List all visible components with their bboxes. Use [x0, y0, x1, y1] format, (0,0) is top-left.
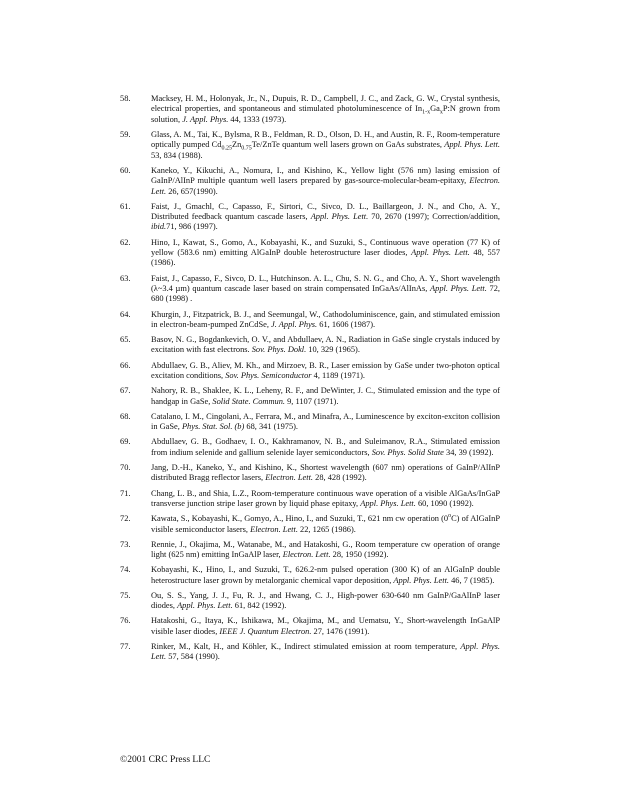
- reference-text: Rinker, M., Kalt, H., and Köhler, K., Indirect stimulated emission at room temperature, Appl. Phys. Lett. 57, 584 (1990).: [151, 642, 500, 662]
- reference-text: Chang, L. B., and Shia, L.Z., Room-temperature continuous wave operation of a visible AlGaAs/InGaP transverse junction stripe laser grown by liquid phase epitaxy, Appl. Phys. Lett. 60, 1090 (1992).: [151, 488, 500, 508]
- reference-item: [120, 463, 500, 484]
- copyright-footer: ©2001 CRC Press LLC: [120, 755, 211, 765]
- reference-item: [120, 335, 500, 356]
- reference-text: Kobayashi, K., Hino, I., and Suzuki, T., 626.2-nm pulsed operation (300 K) of an AlGaInP double heterostructure laser grown by metalorganic chemical vapor deposition, Appl. Phys. Lett. 46, 7 (1985).: [151, 565, 500, 585]
- reference-text: Ou, S. S., Yang, J. J., Fu, R. J., and Hwang, C. J., High-power 630-640 nm GaInP/GaAlInP laser diodes, Appl. Phys. Lett. 61, 842 (1992).: [151, 590, 500, 611]
- reference-item: [120, 130, 500, 161]
- reference-item: [120, 202, 500, 233]
- reference-number: 68.: [120, 411, 131, 421]
- reference-number: 76.: [120, 616, 131, 626]
- reference-number: 66.: [120, 360, 131, 370]
- reference-text: Macksey, H. M., Holonyak, Jr., N., Dupuis, R. D., Campbell, J. C., and Zack, G. W., Crystal synthesis, electrical properties, and spontaneous and stimulated photoluminescence of $In_{1-x}Ga_xP:N$ grown from solution, J. Appl. Phys. 44, 1333 (1973).: [151, 94, 500, 124]
- reference-text: Khurgin, J., Fitzpatrick, B. J., and Seemungal, W., Cathodoluminiscence, gain, and stimulated emission in electron-beam-pumped ZnCdSe, J. Appl. Phys. 61, 1606 (1987).: [151, 309, 500, 329]
- reference-text: Glass, A. M., Tai, K., Bylsma, R B., Feldman, R. D., Olson, D. H., and Austin, R. F., Room-temperature optically pumped $Cd_{0.25}Zn_{0.75}Te$/ZnTe quantum well lasers grown on GaAs substrates, Appl. Phys. Lett. 53, 834 (1988).: [151, 129, 500, 160]
- reference-list: [120, 94, 500, 668]
- reference-number: 65.: [120, 335, 131, 345]
- reference-item: [120, 361, 500, 382]
- reference-item: [120, 616, 500, 637]
- reference-item: [120, 94, 500, 125]
- reference-number: 72.: [120, 514, 131, 524]
- reference-item: [120, 540, 500, 561]
- reference-text: Faist, J., Capasso, F., Sivco, D. L., Hutchinson. A. L., Chu, S. N. G., and Cho, A. Y., Short wavelength (λ~3.4 µm) quantum cascade laser based on strain compensated InGaAs/AlInAs, Appl. Phys. Lett. 72, 680 (1998) .: [151, 273, 500, 304]
- reference-text: Rennie, J., Okajima, M., Watanabe, M., and Hatakoshi, G., Room temperature cw operation of orange light (625 nm) emitting InGaAlP laser, Electron. Lett. 28, 1950 (1992).: [151, 539, 500, 560]
- reference-text: Hino, I., Kawat, S., Gomo, A., Kobayashi, K., and Suzuki, S., Continuous wave operation (77 K) of yellow (583.6 nm) emitting AlGaInP double heterostructure laser diodes, Appl. Phys. Lett. 48, 557 (1986).: [151, 237, 500, 268]
- reference-number: 67.: [120, 386, 131, 396]
- reference-number: 77.: [120, 642, 131, 652]
- reference-item: [120, 412, 500, 433]
- reference-number: 58.: [120, 94, 131, 103]
- reference-number: 71.: [120, 488, 131, 498]
- reference-item: [120, 310, 500, 331]
- reference-number: 75.: [120, 590, 131, 600]
- reference-number: 64.: [120, 309, 131, 319]
- reference-number: 74.: [120, 565, 131, 575]
- reference-item: [120, 642, 500, 663]
- reference-item: [120, 489, 500, 510]
- reference-number: 60.: [120, 165, 131, 175]
- reference-text: Nahory, R. B., Shaklee, K. L., Leheny, R. F., and DeWinter, J. C., Stimulated emission and the type of handgap in GaSe, Solid State. Commun. 9, 1107 (1971).: [151, 386, 500, 406]
- reference-text: Kaneko, Y., Kikuchi, A., Nomura, I., and Kishino, K., Yellow light (576 nm) lasing emission of GaInP/AlInP multiple quantum well lasers prepared by gas-source-molecular-beam-epitaxy, Electron. Lett. 26, 657(1990).: [151, 165, 500, 196]
- reference-text: Catalano, I. M., Cingolani, A., Ferrara, M., and Minafra, A., Luminescence by exciton-exciton collision in GaSe, Phys. Stat. Sol. (b) 68, 341 (1975).: [151, 411, 500, 432]
- reference-item: [120, 238, 500, 269]
- reference-item: [120, 274, 500, 305]
- reference-item: [120, 166, 500, 197]
- reference-item: [120, 514, 500, 535]
- reference-text: Jang, D.-H., Kaneko, Y., and Kishino, K., Shortest wavelength (607 nm) operations of GaInP/AlInP distributed Bragg reflector lasers, Electron. Lett. 28, 428 (1992).: [151, 463, 500, 483]
- reference-text: Hatakoshi, G., Itaya, K., Ishikawa, M., Okajima, M., and Uematsu, Y., Short-wavelength InGaAlP visible laser diodes, IEEE J. Quantum Electron. 27, 1476 (1991).: [151, 616, 500, 636]
- reference-text: Faist, J., Gmachl, C., Capasso, F., Sirtori, C., Sivco, D. L., Baillargeon, J. N., and Cho, A. Y., Distributed feedback quantum cascade lasers, Appl. Phys. Lett. 70, 2670 (1997); Correction/addition, ibid.71, 986 (1997).: [151, 201, 500, 232]
- reference-item: [120, 437, 500, 458]
- reference-item: [120, 591, 500, 612]
- reference-text: Abdullaev, G. B., Godhaev, I. O., Kakhramanov, N. B., and Suleimanov, R.A., Stimulated emission from indium selenide and gallium selenide layer semiconductors, Sov. Phys. Solid State 34, 39 (1992).: [151, 437, 500, 457]
- reference-text: Kawata, S., Kobayashi, K., Gomyo, A., Hino, I., and Suzuki, T., 621 nm cw operation (0$^o$C) of AlGaInP visible semiconductor lasers, Electron. Lett. 22, 1265 (1986).: [151, 513, 500, 534]
- reference-number: 69.: [120, 437, 131, 447]
- reference-number: 62.: [120, 237, 131, 247]
- reference-text: Abdullaev, G. B., Aliev, M. Kh., and Mirzoev, B. R., Laser emission by GaSe under two-photon optical excitation conditions, Sov. Phys. Semiconductor 4, 1189 (1971).: [151, 360, 500, 381]
- reference-number: 63.: [120, 273, 131, 283]
- reference-number: 61.: [120, 201, 131, 211]
- reference-text: Basov, N. G., Bogdankevich, O. V., and Abdullaev, A. N., Radiation in GaSe single crystals induced by excitation with fast electrons. Sov. Phys. Dokl. 10, 329 (1965).: [151, 335, 500, 355]
- reference-number: 70.: [120, 463, 131, 472]
- reference-item: [120, 565, 500, 586]
- reference-item: [120, 386, 500, 407]
- reference-number: 73.: [120, 539, 131, 549]
- reference-number: 59.: [120, 129, 131, 139]
